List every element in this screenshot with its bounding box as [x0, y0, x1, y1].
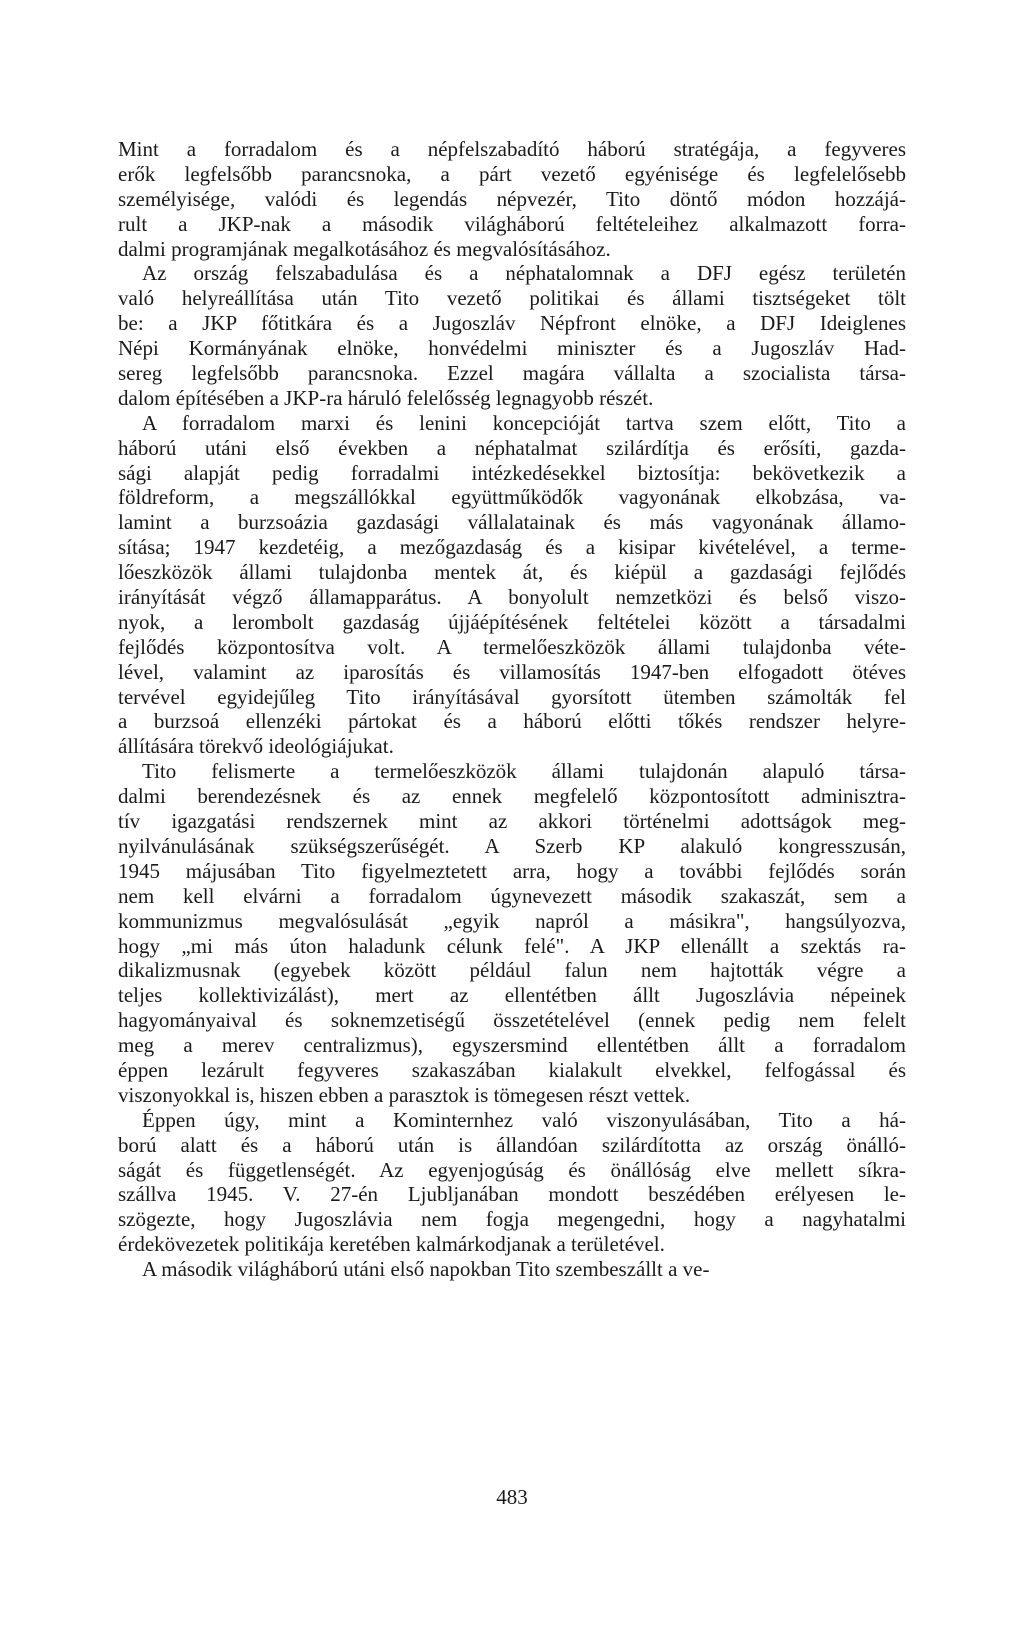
text-line: Éppen úgy, mint a Kominternhez való viszonyulásában, Tito a há- — [142, 1107, 906, 1132]
text-line: be: a JKP főtitkára és a Jugoszláv Népfront elnöke, a DFJ Ideiglenes — [118, 311, 906, 336]
text-line: személyisége, valódi és legendás népvezér, Tito döntő módon hozzájá- — [118, 186, 906, 211]
text-line: dalmi berendezésnek és az ennek megfelelő központosított adminisztra- — [118, 784, 906, 809]
text-line: szögezte, hogy Jugoszlávia nem fogja megengedni, hogy a nagyhatalmi — [118, 1207, 906, 1232]
text-line: dalmi programjának megalkotásához és megvalósításához. — [118, 236, 611, 261]
text-line: sítása; 1947 kezdetéig, a mezőgazdaság és a kisipar kivételével, a terme- — [118, 535, 906, 560]
text-line: nem kell elvárni a forradalom úgynevezett második szakaszát, sem a — [118, 883, 906, 908]
text-line: 1945 májusában Tito figyelmeztetett arra, hogy a további fejlődés során — [118, 858, 906, 883]
text-line: dikalizmusnak (egyebek között például falun nem hajtották végre a — [118, 958, 906, 983]
text-line: A forradalom marxi és lenini koncepcióját tartva szem előtt, Tito a — [142, 410, 906, 435]
page-body — [118, 137, 906, 1282]
text-line: viszonyokkal is, hiszen ebben a parasztok is tömegesen részt vettek. — [118, 1082, 691, 1107]
text-line: Az ország felszabadulása és a néphatalomnak a DFJ egész területén — [142, 261, 906, 286]
text-line: háború utáni első években a néphatalmat szilárdítja és erősíti, gazda- — [118, 435, 906, 460]
text-line: éppen lezárult fegyveres szakaszában kialakult elvekkel, felfogással és — [118, 1057, 906, 1082]
text-line: Népi Kormányának elnöke, honvédelmi miniszter és a Jugoszláv Had- — [118, 336, 906, 361]
text-line: sági alapját pedig forradalmi intézkedésekkel biztosítja: bekövetkezik a — [118, 460, 906, 485]
text-line: érdekövezetek politikája keretében kalmárkodjanak a területével. — [118, 1232, 665, 1257]
text-line: sereg legfelsőbb parancsnoka. Ezzel magára vállalta a szocialista társa- — [118, 361, 906, 386]
text-line: hagyományaival és soknemzetiségű összetételével (ennek pedig nem felelt — [118, 1008, 906, 1033]
text-line: dalom építésében a JKP-ra háruló felelősség legnagyobb részét. — [118, 385, 654, 410]
text-line: lőeszközök állami tulajdonba mentek át, és kiépül a gazdasági fejlődés — [118, 560, 906, 585]
text-line: Tito felismerte a termelőeszközök állami tulajdonán alapuló társa- — [142, 759, 906, 784]
text-line: nyok, a lerombolt gazdaság újjáépítésének feltételei között a társadalmi — [118, 609, 906, 634]
text-line: ború alatt és a háború után is állandóan szilárdította az ország önálló- — [118, 1132, 906, 1157]
page-number: 483 — [496, 1485, 528, 1509]
text-line: kommunizmus megvalósulását „egyik napról a másikra", hangsúlyozva, — [118, 908, 906, 933]
text-line: földreform, a megszállókkal együttműködők vagyonának elkobzása, va- — [118, 485, 906, 510]
text-line: Mint a forradalom és a népfelszabadító háború stratégája, a fegyveres — [118, 137, 906, 161]
text-line: A második világháború utáni első napokban Tito szembeszállt a ve- — [142, 1257, 710, 1282]
text-line: szállva 1945. V. 27-én Ljubljanában mondott beszédében erélyesen le- — [118, 1182, 906, 1207]
text-line: meg a merev centralizmus), egyszersmind ellentétben állt a forradalom — [118, 1033, 906, 1058]
text-line: lével, valamint az iparosítás és villamosítás 1947-ben elfogadott ötéves — [118, 659, 906, 684]
text-line: lamint a burzsoázia gazdasági vállalatainak és más vagyonának államo- — [118, 510, 906, 535]
text-line: fejlődés központosítva volt. A termelőeszközök állami tulajdonba véte- — [118, 634, 906, 659]
text-line: erők legfelsőbb parancsnoka, a párt vezető egyénisége és legfelelősebb — [118, 161, 906, 186]
text-line: ságát és függetlenségét. Az egyenjogúság és önállóság elve mellett síkra- — [118, 1157, 906, 1182]
text-line: irányítását végző államapparátus. A bonyolult nemzetközi és belső viszo- — [118, 585, 906, 610]
text-line: nyilvánulásának szükségszerűségét. A Szerb KP alakuló kongresszusán, — [118, 833, 906, 858]
text-line: tív igazgatási rendszernek mint az akkori történelmi adottságok meg- — [118, 809, 906, 834]
text-line: rult a JKP-nak a második világháború feltételeihez alkalmazott forra- — [118, 211, 906, 236]
text-line: a burzsoá ellenzéki pártokat és a háború előtti tőkés rendszer helyre- — [118, 709, 906, 734]
text-line: tervével egyidejűleg Tito irányításával gyorsított ütemben számolták fel — [118, 684, 906, 709]
text-line: hogy „mi más úton haladunk célunk felé". A JKP ellenállt a szektás ra- — [118, 933, 906, 958]
text-line: állítására törekvő ideológiájukat. — [118, 734, 394, 759]
text-line: teljes kollektivizálást), mert az ellentétben állt Jugoszlávia népeinek — [118, 983, 906, 1008]
text-line: való helyreállítása után Tito vezető politikai és állami tisztségeket tölt — [118, 286, 906, 311]
